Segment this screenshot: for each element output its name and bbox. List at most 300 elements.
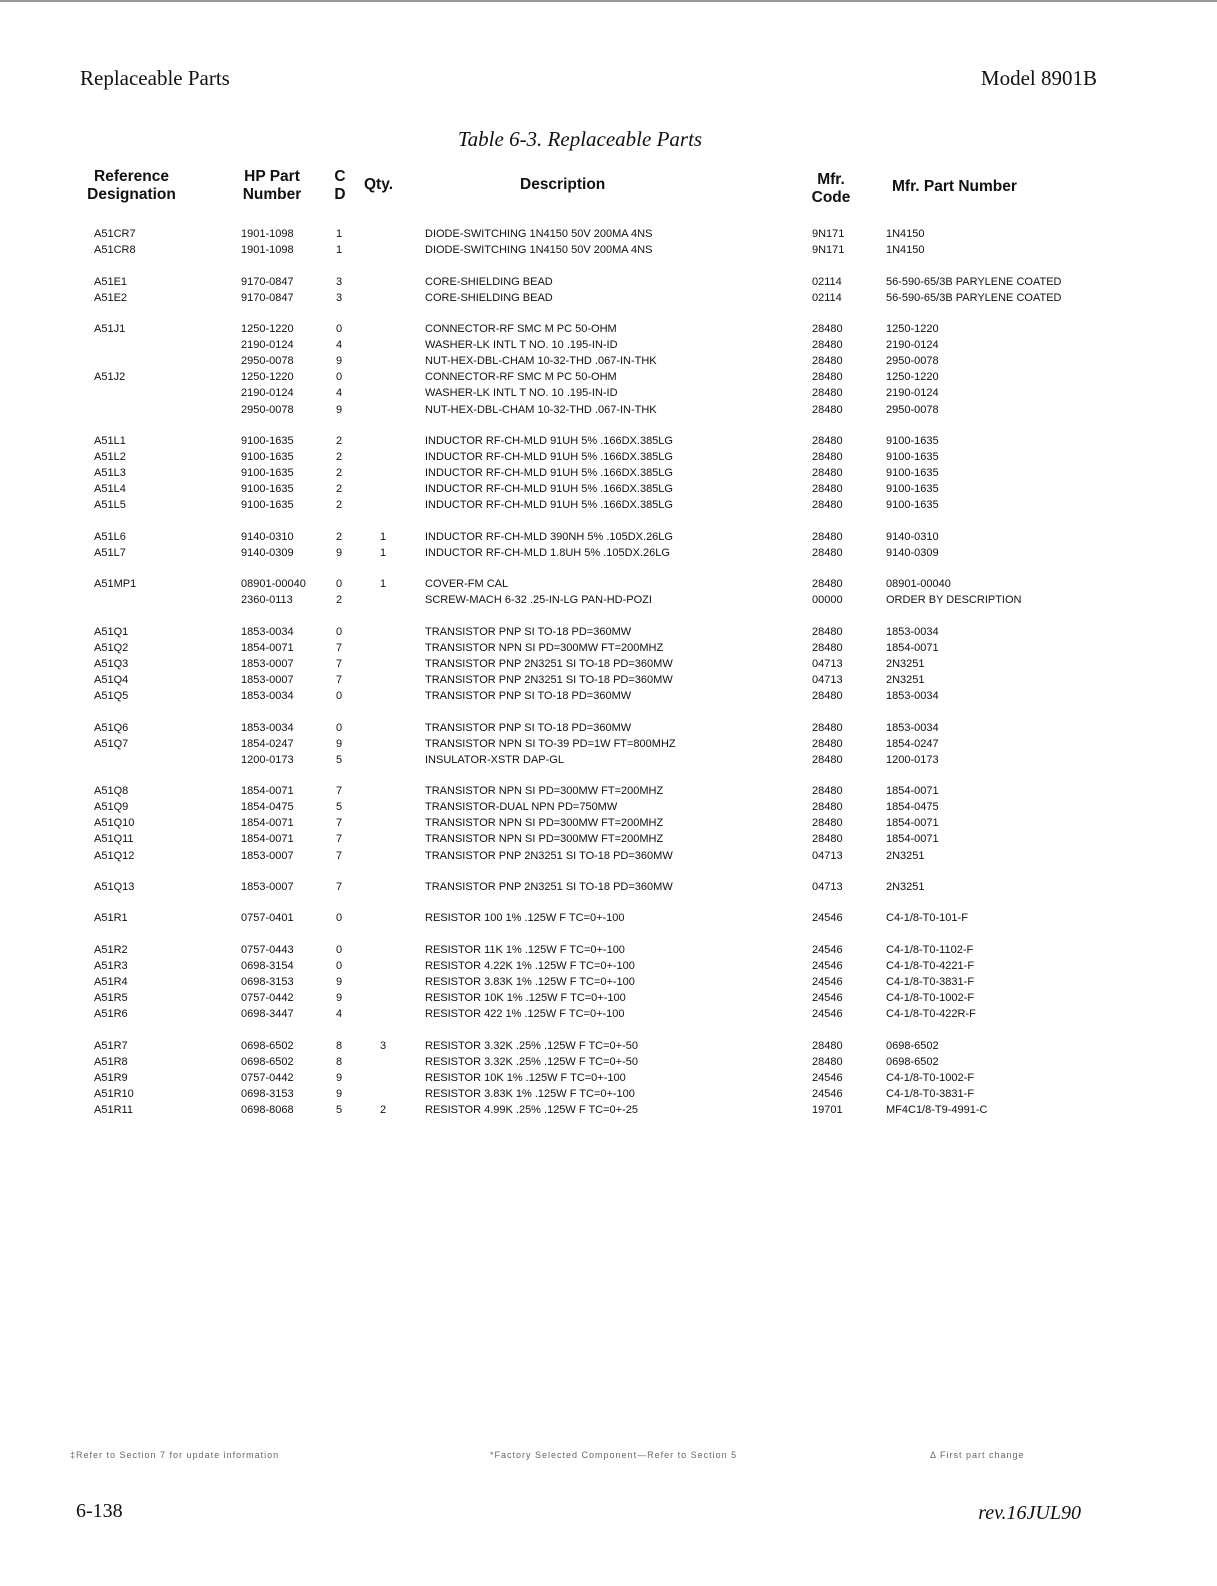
- mfr-code: 28480: [812, 801, 843, 814]
- table-row: [0, 831, 1217, 847]
- reference-designation: A51Q10: [94, 817, 135, 830]
- mfr-code: 24546: [812, 959, 843, 972]
- column-header-mfr-code-line2: Code: [811, 189, 851, 206]
- hp-part-number: 9100-1635: [241, 434, 294, 447]
- reference-designation: A51Q12: [94, 849, 135, 862]
- mfr-code: 28480: [812, 403, 843, 416]
- check-digit: 0: [336, 912, 343, 925]
- column-header-mfr-code-line1: Mfr.: [817, 171, 845, 188]
- check-digit: 2: [336, 434, 343, 447]
- description: TRANSISTOR NPN SI PD=300MW FT=200MHZ: [425, 641, 664, 654]
- mfr-code: 28480: [812, 451, 843, 463]
- description: INDUCTOR RF-CH-MLD 91UH 5% .166DX.385LG: [425, 451, 673, 463]
- hp-part-number: 0757-0442: [241, 1071, 294, 1084]
- mfr-code: 28480: [812, 434, 843, 447]
- hp-part-number: 9100-1635: [241, 499, 294, 512]
- description: INDUCTOR RF-CH-MLD 91UH 5% .166DX.385LG: [425, 467, 673, 480]
- description: INDUCTOR RF-CH-MLD 91UH 5% .166DX.385LG: [425, 483, 673, 496]
- check-digit: 9: [336, 355, 343, 368]
- hp-part-number: 9100-1635: [241, 467, 294, 480]
- check-digit: 9: [336, 737, 343, 750]
- reference-designation: A51E1: [94, 275, 128, 288]
- description: TRANSISTOR PNP 2N3251 SI TO-18 PD=360MW: [425, 880, 673, 893]
- mfr-part-number: 1854-0247: [886, 737, 939, 750]
- hp-part-number: 9170-0847: [241, 275, 294, 288]
- table-title: Table 6-3. Replaceable Parts: [457, 127, 703, 151]
- table-row: [0, 974, 1217, 990]
- reference-designation: A51Q4: [94, 674, 129, 686]
- description: TRANSISTOR PNP 2N3251 SI TO-18 PD=360MW: [425, 657, 673, 670]
- reference-designation: A51R8: [94, 1055, 128, 1068]
- check-digit: 7: [336, 785, 343, 798]
- mfr-part-number: 1854-0475: [886, 801, 939, 814]
- description: TRANSISTOR PNP SI TO-18 PD=360MW: [425, 690, 632, 703]
- mfr-code: 28480: [812, 483, 843, 496]
- hp-part-number: 1854-0071: [241, 641, 294, 654]
- description: RESISTOR 10K 1% .125W F TC=0+-100: [425, 992, 626, 1004]
- mfr-part-number: 1N4150: [886, 228, 925, 240]
- mfr-code: 02114: [812, 291, 842, 304]
- hp-part-number: 0698-3154: [241, 959, 294, 972]
- description: TRANSISTOR NPN SI PD=300MW FT=200MHZ: [425, 785, 664, 798]
- reference-designation: A51CR7: [94, 228, 136, 240]
- reference-designation: A51R2: [94, 943, 128, 956]
- table-row: [0, 321, 1217, 337]
- reference-designation: A51R3: [94, 959, 128, 972]
- check-digit: 8: [336, 1055, 343, 1068]
- check-digit: 5: [336, 1103, 343, 1116]
- mfr-code: 24546: [812, 1071, 843, 1084]
- reference-designation: A51Q8: [94, 785, 129, 798]
- mfr-code: 28480: [812, 467, 843, 480]
- table-row: [0, 481, 1217, 497]
- mfr-part-number: 0698-6502: [886, 1039, 939, 1052]
- table-row: [0, 369, 1217, 385]
- mfr-part-number: 1N4150: [886, 244, 925, 257]
- reference-designation: A51J2: [94, 371, 126, 384]
- description: TRANSISTOR NPN SI TO-39 PD=1W FT=800MHZ: [425, 737, 676, 750]
- mfr-part-number: C4-1/8-T0-3831-F: [886, 1087, 975, 1100]
- reference-designation: A51MP1: [94, 578, 137, 591]
- mfr-code: 28480: [812, 817, 843, 830]
- check-digit: 2: [336, 483, 343, 496]
- reference-designation: A51L3: [94, 467, 126, 480]
- reference-designation: A51R10: [94, 1087, 134, 1100]
- description: CORE-SHIELDING BEAD: [425, 275, 553, 288]
- table-row: [0, 465, 1217, 481]
- mfr-part-number: 1854-0071: [886, 785, 939, 798]
- table-row: [0, 226, 1217, 242]
- mfr-code: 19701: [812, 1103, 843, 1116]
- reference-designation: A51R5: [94, 992, 128, 1004]
- mfr-part-number: 9100-1635: [886, 451, 939, 463]
- check-digit: 5: [336, 801, 343, 814]
- mfr-code: 00000: [812, 594, 843, 607]
- table-row: [0, 879, 1217, 895]
- mfr-part-number: 1250-1220: [886, 323, 939, 335]
- description: CORE-SHIELDING BEAD: [425, 291, 553, 304]
- table-row: [0, 433, 1217, 449]
- table-row: [0, 815, 1217, 831]
- hp-part-number: 1854-0247: [241, 737, 294, 750]
- table-row: [0, 942, 1217, 958]
- reference-designation: A51R9: [94, 1071, 128, 1084]
- hp-part-number: 1250-1220: [241, 323, 294, 335]
- check-digit: 0: [336, 690, 343, 703]
- table-row: [0, 736, 1217, 752]
- hp-part-number: 0757-0443: [241, 943, 294, 956]
- description: RESISTOR 3.83K 1% .125W F TC=0+-100: [425, 975, 635, 988]
- hp-part-number: 1853-0007: [241, 849, 294, 862]
- table-row: [0, 990, 1217, 1006]
- description: INDUCTOR RF-CH-MLD 91UH 5% .166DX.385LG: [425, 434, 673, 447]
- check-digit: 7: [336, 657, 343, 670]
- table-row: [0, 1102, 1217, 1118]
- mfr-part-number: 2N3251: [886, 657, 925, 670]
- reference-designation: A51Q7: [94, 737, 129, 750]
- mfr-part-number: C4-1/8-T0-1102-F: [886, 943, 974, 956]
- table-row: [0, 545, 1217, 561]
- hp-part-number: 1854-0071: [241, 833, 294, 846]
- mfr-code: 9N171: [812, 228, 845, 240]
- mfr-part-number: 2N3251: [886, 849, 925, 862]
- check-digit: 9: [336, 403, 343, 416]
- mfr-code: 28480: [812, 690, 843, 703]
- check-digit: 7: [336, 880, 343, 893]
- table-row: [0, 720, 1217, 736]
- mfr-part-number: 9140-0309: [886, 546, 939, 559]
- hp-part-number: 9170-0847: [241, 291, 294, 304]
- hp-part-number: 0698-3447: [241, 1008, 294, 1021]
- description: WASHER-LK INTL T NO. 10 .195-IN-ID: [425, 339, 618, 352]
- check-digit: 7: [336, 641, 343, 654]
- hp-part-number: 1854-0475: [241, 801, 294, 814]
- table-row: [0, 958, 1217, 974]
- description: TRANSISTOR PNP 2N3251 SI TO-18 PD=360MW: [425, 849, 673, 862]
- hp-part-number: 0698-6502: [241, 1055, 294, 1068]
- table-row: [0, 274, 1217, 290]
- reference-designation: A51Q5: [94, 690, 129, 703]
- mfr-code: 02114: [812, 275, 842, 288]
- description: RESISTOR 3.32K .25% .125W F TC=0+-50: [425, 1055, 638, 1068]
- check-digit: 0: [336, 943, 343, 956]
- description: CONNECTOR-RF SMC M PC 50-OHM: [425, 323, 617, 335]
- table-row: [0, 592, 1217, 608]
- description: TRANSISTOR PNP 2N3251 SI TO-18 PD=360MW: [425, 674, 673, 686]
- hp-part-number: 0698-6502: [241, 1039, 294, 1052]
- column-header-mfr-part-number: Mfr. Part Number: [892, 178, 1017, 195]
- reference-designation: A51L5: [94, 499, 126, 512]
- mfr-part-number: 2190-0124: [886, 339, 939, 352]
- description: RESISTOR 3.83K 1% .125W F TC=0+-100: [425, 1087, 635, 1100]
- description: DIODE-SWITCHING 1N4150 50V 200MA 4NS: [425, 228, 653, 240]
- mfr-part-number: C4-1/8-T0-3831-F: [886, 975, 975, 988]
- check-digit: 2: [336, 594, 343, 607]
- check-digit: 3: [336, 291, 343, 304]
- reference-designation: A51R7: [94, 1039, 128, 1052]
- hp-part-number: 9140-0310: [241, 530, 294, 543]
- mfr-code: 24546: [812, 992, 843, 1004]
- description: RESISTOR 3.32K .25% .125W F TC=0+-50: [425, 1039, 638, 1052]
- description: INDUCTOR RF-CH-MLD 390NH 5% .105DX.26LG: [425, 530, 673, 543]
- footnote-part-change: Δ First part change: [930, 1450, 1025, 1460]
- mfr-part-number: 1853-0034: [886, 721, 939, 734]
- mfr-code: 28480: [812, 339, 843, 352]
- table-row: [0, 449, 1217, 465]
- table-row: [0, 1006, 1217, 1022]
- check-digit: 4: [336, 387, 343, 400]
- mfr-code: 28480: [812, 499, 843, 512]
- section-title: Replaceable Parts: [80, 66, 230, 90]
- mfr-code: 28480: [812, 833, 843, 846]
- description: WASHER-LK INTL T NO. 10 .195-IN-ID: [425, 387, 618, 400]
- reference-designation: A51Q2: [94, 641, 129, 654]
- mfr-part-number: 1853-0034: [886, 690, 939, 703]
- mfr-part-number: 9100-1635: [886, 434, 939, 447]
- mfr-part-number: 56-590-65/3B PARYLENE COATED: [886, 275, 1062, 288]
- mfr-part-number: 9100-1635: [886, 467, 939, 480]
- reference-designation: A51L7: [94, 546, 126, 559]
- check-digit: 9: [336, 1087, 343, 1100]
- reference-designation: A51Q1: [94, 625, 129, 638]
- mfr-code: 24546: [812, 1087, 843, 1100]
- hp-part-number: 0757-0401: [241, 912, 294, 925]
- mfr-part-number: 9100-1635: [886, 483, 939, 496]
- mfr-code: 04713: [812, 849, 843, 862]
- hp-part-number: 1853-0007: [241, 674, 294, 686]
- hp-part-number: 1854-0071: [241, 817, 294, 830]
- reference-designation: A51Q11: [94, 833, 134, 846]
- table-row: [0, 656, 1217, 672]
- reference-designation: A51R11: [94, 1103, 133, 1116]
- description: INDUCTOR RF-CH-MLD 91UH 5% .166DX.385LG: [425, 499, 673, 512]
- mfr-part-number: C4-1/8-T0-1002-F: [886, 992, 975, 1004]
- table-row: [0, 290, 1217, 306]
- quantity: 1: [380, 578, 387, 591]
- mfr-code: 24546: [812, 1008, 843, 1021]
- hp-part-number: 1250-1220: [241, 371, 294, 384]
- table-row: [0, 576, 1217, 592]
- hp-part-number: 9100-1635: [241, 451, 294, 463]
- mfr-part-number: MF4C1/8-T9-4991-C: [886, 1103, 988, 1116]
- column-header-qty: Qty.: [364, 176, 393, 193]
- revision-date: rev.16JUL90: [978, 1502, 1081, 1524]
- table-row: [0, 640, 1217, 656]
- mfr-code: 28480: [812, 785, 843, 798]
- mfr-code: 28480: [812, 641, 843, 654]
- mfr-code: 04713: [812, 657, 843, 670]
- description: INSULATOR-XSTR DAP-GL: [425, 753, 564, 766]
- table-row: [0, 910, 1217, 926]
- check-digit: 0: [336, 625, 343, 638]
- mfr-code: 28480: [812, 1039, 843, 1052]
- description: NUT-HEX-DBL-CHAM 10-32-THD .067-IN-THK: [425, 355, 657, 368]
- table-row: [0, 848, 1217, 864]
- table-row: [0, 1070, 1217, 1086]
- mfr-part-number: 2N3251: [886, 880, 925, 893]
- column-header-description: Description: [520, 176, 606, 193]
- hp-part-number: 2190-0124: [241, 339, 294, 352]
- mfr-part-number: 1250-1220: [886, 371, 939, 384]
- check-digit: 0: [336, 578, 343, 591]
- mfr-part-number: 1854-0071: [886, 641, 939, 654]
- reference-designation: A51L2: [94, 451, 126, 463]
- mfr-code: 04713: [812, 674, 843, 686]
- check-digit: 2: [336, 451, 343, 463]
- reference-designation: A51R4: [94, 975, 128, 988]
- description: RESISTOR 422 1% .125W F TC=0+-100: [425, 1008, 625, 1021]
- hp-part-number: 1200-0173: [241, 753, 294, 766]
- mfr-code: 24546: [812, 912, 843, 925]
- mfr-part-number: C4-1/8-T0-4221-F: [886, 959, 975, 972]
- table-row: [0, 752, 1217, 768]
- mfr-code: 9N171: [812, 244, 845, 257]
- hp-part-number: 0757-0442: [241, 992, 294, 1004]
- check-digit: 9: [336, 546, 343, 559]
- table-row: [0, 497, 1217, 513]
- check-digit: 1: [336, 228, 343, 240]
- mfr-part-number: 0698-6502: [886, 1055, 939, 1068]
- column-header-cd-line2: D: [334, 186, 346, 203]
- mfr-code: 28480: [812, 387, 843, 400]
- footnote-update-info: ‡Refer to Section 7 for update information: [70, 1450, 280, 1460]
- footnote-factory-selected: *Factory Selected Component—Refer to Section 5: [490, 1450, 738, 1460]
- description: TRANSISTOR PNP SI TO-18 PD=360MW: [425, 721, 632, 734]
- mfr-code: 28480: [812, 546, 843, 559]
- description: RESISTOR 4.22K 1% .125W F TC=0+-100: [425, 959, 635, 972]
- table-row: [0, 353, 1217, 369]
- table-row: [0, 337, 1217, 353]
- mfr-part-number: 9140-0310: [886, 530, 939, 543]
- check-digit: 7: [336, 817, 343, 830]
- description: COVER-FM CAL: [425, 578, 509, 591]
- table-row: [0, 402, 1217, 418]
- mfr-part-number: 9100-1635: [886, 499, 939, 512]
- table-row: [0, 799, 1217, 815]
- reference-designation: A51Q6: [94, 721, 129, 734]
- reference-designation: A51R1: [94, 912, 128, 925]
- column-header-cd-line1: C: [334, 168, 346, 185]
- mfr-code: 28480: [812, 323, 843, 335]
- mfr-part-number: 2190-0124: [886, 387, 939, 400]
- mfr-code: 28480: [812, 578, 843, 591]
- hp-part-number: 2950-0078: [241, 355, 294, 368]
- mfr-code: 28480: [812, 371, 843, 384]
- hp-part-number: 1853-0034: [241, 721, 294, 734]
- check-digit: 4: [336, 339, 343, 352]
- description: CONNECTOR-RF SMC M PC 50-OHM: [425, 371, 617, 384]
- hp-part-number: 1901-1098: [241, 228, 294, 240]
- check-digit: 9: [336, 992, 343, 1004]
- reference-designation: A51Q3: [94, 657, 129, 670]
- mfr-code: 28480: [812, 355, 843, 368]
- hp-part-number: 9100-1635: [241, 483, 294, 496]
- mfr-part-number: 2N3251: [886, 674, 925, 686]
- reference-designation: A51L4: [94, 483, 126, 496]
- check-digit: 8: [336, 1039, 343, 1052]
- page-number: 6-138: [76, 1500, 123, 1522]
- description: NUT-HEX-DBL-CHAM 10-32-THD .067-IN-THK: [425, 403, 657, 416]
- description: TRANSISTOR NPN SI PD=300MW FT=200MHZ: [425, 833, 664, 846]
- mfr-part-number: 1853-0034: [886, 625, 939, 638]
- mfr-part-number: C4-1/8-T0-1002-F: [886, 1071, 975, 1084]
- description: RESISTOR 100 1% .125W F TC=0+-100: [425, 912, 625, 925]
- table-row: [0, 783, 1217, 799]
- check-digit: 3: [336, 275, 343, 288]
- table-row: [0, 1038, 1217, 1054]
- column-header-reference-line2: Designation: [87, 186, 176, 203]
- check-digit: 1: [336, 244, 343, 257]
- reference-designation: A51J1: [94, 323, 126, 335]
- hp-part-number: 2360-0113: [241, 594, 293, 607]
- hp-part-number: 0698-3153: [241, 1087, 294, 1100]
- column-header-hp-part-line1: HP Part: [244, 168, 300, 185]
- description: TRANSISTOR NPN SI PD=300MW FT=200MHZ: [425, 817, 664, 830]
- mfr-code: 28480: [812, 625, 843, 638]
- check-digit: 5: [336, 753, 343, 766]
- check-digit: 0: [336, 721, 343, 734]
- check-digit: 7: [336, 833, 343, 846]
- model-label: Model 8901B: [980, 66, 1097, 90]
- table-row: [0, 1054, 1217, 1070]
- hp-part-number: 2190-0124: [241, 387, 294, 400]
- mfr-part-number: 56-590-65/3B PARYLENE COATED: [886, 291, 1062, 304]
- hp-part-number: 1901-1098: [241, 244, 294, 257]
- quantity: 3: [380, 1039, 387, 1052]
- mfr-part-number: C4-1/8-T0-422R-F: [886, 1008, 976, 1021]
- mfr-code: 28480: [812, 753, 843, 766]
- mfr-code: 24546: [812, 943, 843, 956]
- table-row: [0, 624, 1217, 640]
- mfr-part-number: 1200-0173: [886, 753, 939, 766]
- hp-part-number: 08901-00040: [241, 578, 306, 591]
- mfr-code: 28480: [812, 721, 843, 734]
- reference-designation: A51L6: [94, 530, 126, 543]
- table-row: [0, 242, 1217, 258]
- description: TRANSISTOR PNP SI TO-18 PD=360MW: [425, 625, 632, 638]
- column-header-hp-part-line2: Number: [242, 186, 302, 203]
- mfr-part-number: 08901-00040: [886, 578, 951, 591]
- description: RESISTOR 10K 1% .125W F TC=0+-100: [425, 1071, 626, 1084]
- check-digit: 9: [336, 975, 343, 988]
- table-row: [0, 529, 1217, 545]
- mfr-code: 24546: [812, 975, 843, 988]
- hp-part-number: 1854-0071: [241, 785, 294, 798]
- hp-part-number: 1853-0034: [241, 690, 294, 703]
- mfr-code: 28480: [812, 1055, 843, 1068]
- mfr-part-number: 1854-0071: [886, 817, 939, 830]
- reference-designation: A51E2: [94, 291, 128, 304]
- hp-part-number: 9140-0309: [241, 546, 294, 559]
- check-digit: 7: [336, 849, 343, 862]
- description: TRANSISTOR-DUAL NPN PD=750MW: [425, 801, 618, 814]
- mfr-part-number: 2950-0078: [886, 403, 939, 416]
- table-row: [0, 672, 1217, 688]
- hp-part-number: 0698-3153: [241, 975, 294, 988]
- mfr-code: 28480: [812, 737, 843, 750]
- check-digit: 0: [336, 371, 343, 384]
- mfr-part-number: 2950-0078: [886, 355, 939, 368]
- description: INDUCTOR RF-CH-MLD 1.8UH 5% .105DX.26LG: [425, 546, 670, 559]
- table-row: [0, 1086, 1217, 1102]
- description: SCREW-MACH 6-32 .25-IN-LG PAN-HD-POZI: [425, 594, 652, 607]
- table-row: [0, 688, 1217, 704]
- check-digit: 9: [336, 1071, 343, 1084]
- hp-part-number: 1853-0007: [241, 657, 294, 670]
- check-digit: 0: [336, 323, 343, 335]
- check-digit: 4: [336, 1008, 343, 1021]
- mfr-code: 28480: [812, 530, 843, 543]
